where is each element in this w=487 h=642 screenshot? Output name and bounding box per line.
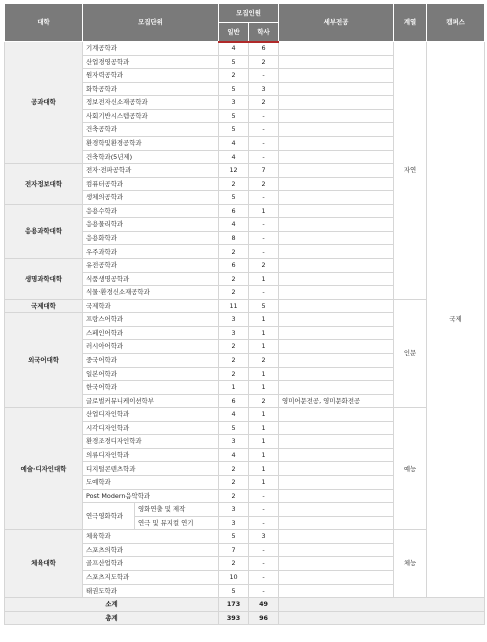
header-bachelor: 학사: [249, 23, 279, 42]
bachelor-quota: 2: [249, 55, 279, 69]
unit-name: 일본어학과: [83, 367, 219, 381]
general-quota: 5: [219, 530, 249, 544]
total-label: 총계: [5, 611, 219, 625]
bachelor-quota: 1: [249, 340, 279, 354]
unit-name: 화학공학과: [83, 82, 219, 96]
college-name: 체육대학: [5, 530, 83, 598]
general-quota: 4: [219, 150, 249, 164]
bachelor-quota: 1: [249, 435, 279, 449]
admission-quota-table: [4, 3, 485, 625]
major-detail: [279, 557, 394, 571]
header-major: 세부전공: [279, 4, 394, 42]
unit-name: 스페인어학과: [83, 326, 219, 340]
general-quota: 5: [219, 109, 249, 123]
major-detail: [279, 435, 394, 449]
general-quota: 3: [219, 313, 249, 327]
general-quota: 2: [219, 462, 249, 476]
bachelor-quota: 1: [249, 326, 279, 340]
major-detail: [279, 421, 394, 435]
unit-name: 건축학과(5년제): [83, 150, 219, 164]
major-detail: [279, 353, 394, 367]
unit-name: 건축공학과: [83, 123, 219, 137]
bachelor-quota: 1: [249, 367, 279, 381]
general-quota: 5: [219, 123, 249, 137]
major-detail: [279, 340, 394, 354]
general-quota: 1: [219, 381, 249, 395]
general-quota: 4: [219, 218, 249, 232]
college-name: 생명과학대학: [5, 259, 83, 300]
header-unit: 모집단위: [83, 4, 219, 42]
bachelor-quota: 5: [249, 299, 279, 313]
unit-name: 중국어학과: [83, 353, 219, 367]
unit-name: 기계공학과: [83, 42, 219, 56]
general-quota: 4: [219, 448, 249, 462]
unit-name: 한국어학과: [83, 381, 219, 395]
general-quota: 5: [219, 191, 249, 205]
sub-unit-name: 영화연출 및 제작: [135, 503, 219, 517]
unit-name: 골프산업학과: [83, 557, 219, 571]
major-detail: [279, 218, 394, 232]
bachelor-quota: 2: [249, 96, 279, 110]
major-detail: [279, 96, 394, 110]
major-detail: [279, 462, 394, 476]
unit-name: Post Modern음악학과: [83, 489, 219, 503]
header-general: 일반: [219, 23, 249, 42]
major-detail: [279, 164, 394, 178]
bachelor-quota: 2: [249, 353, 279, 367]
unit-name: 스포츠지도학과: [83, 570, 219, 584]
general-quota: 2: [219, 286, 249, 300]
unit-name: 산업디자인학과: [83, 408, 219, 422]
unit-name: 도예학과: [83, 476, 219, 490]
general-quota: 3: [219, 96, 249, 110]
unit-name: 전자·전파공학과: [83, 164, 219, 178]
major-detail: [279, 123, 394, 137]
major-detail: [279, 272, 394, 286]
unit-name: 태권도학과: [83, 584, 219, 598]
major-detail: 영미어문전공, 영미문화전공: [279, 394, 394, 408]
major-detail: [279, 313, 394, 327]
college-name: 예술·디자인대학: [5, 408, 83, 530]
general-quota: 4: [219, 42, 249, 56]
general-quota: 5: [219, 55, 249, 69]
unit-name: 컴퓨터공학과: [83, 177, 219, 191]
table-header: [5, 4, 485, 42]
unit-name: 연극영화학과: [83, 503, 135, 530]
general-quota: 3: [219, 516, 249, 530]
bachelor-quota: 1: [249, 448, 279, 462]
college-name: 외국어대학: [5, 313, 83, 408]
total-general: 173: [219, 598, 249, 612]
bachelor-quota: -: [249, 286, 279, 300]
major-detail: [279, 489, 394, 503]
unit-name: 정보전자신소재공학과: [83, 96, 219, 110]
total-row: [5, 598, 485, 612]
general-quota: 2: [219, 353, 249, 367]
total-label: 소계: [5, 598, 219, 612]
general-quota: 11: [219, 299, 249, 313]
general-quota: 5: [219, 82, 249, 96]
unit-name: 디지털콘텐츠학과: [83, 462, 219, 476]
field-category: 체능: [394, 530, 427, 598]
general-quota: 12: [219, 164, 249, 178]
major-detail: [279, 42, 394, 56]
major-detail: [279, 476, 394, 490]
general-quota: 4: [219, 408, 249, 422]
major-detail: [279, 448, 394, 462]
general-quota: 6: [219, 259, 249, 273]
unit-name: 의류디자인학과: [83, 448, 219, 462]
major-detail: [279, 231, 394, 245]
table-row: [5, 299, 485, 313]
major-detail: [279, 136, 394, 150]
total-bachelor: 49: [249, 598, 279, 612]
unit-name: 프랑스어학과: [83, 313, 219, 327]
total-row: [5, 611, 485, 625]
major-detail: [279, 326, 394, 340]
general-quota: 3: [219, 503, 249, 517]
major-detail: [279, 191, 394, 205]
sub-unit-name: 연극 및 뮤지컬 연기: [135, 516, 219, 530]
unit-name: 국제학과: [83, 299, 219, 313]
bachelor-quota: -: [249, 150, 279, 164]
bachelor-quota: -: [249, 191, 279, 205]
bachelor-quota: 7: [249, 164, 279, 178]
general-quota: 7: [219, 543, 249, 557]
unit-name: 유전공학과: [83, 259, 219, 273]
unit-name: 식품생명공학과: [83, 272, 219, 286]
total-general: 393: [219, 611, 249, 625]
bachelor-quota: 1: [249, 272, 279, 286]
unit-name: 체육학과: [83, 530, 219, 544]
total-empty: [279, 611, 485, 625]
header-field: 계열: [394, 4, 427, 42]
total-bachelor: 96: [249, 611, 279, 625]
bachelor-quota: 1: [249, 462, 279, 476]
general-quota: 2: [219, 367, 249, 381]
major-detail: [279, 259, 394, 273]
unit-name: 응용물리학과: [83, 218, 219, 232]
unit-name: 식물·환경신소재공학과: [83, 286, 219, 300]
major-detail: [279, 503, 394, 517]
general-quota: 5: [219, 421, 249, 435]
major-detail: [279, 367, 394, 381]
table-row: [5, 42, 485, 56]
bachelor-quota: -: [249, 489, 279, 503]
bachelor-quota: -: [249, 123, 279, 137]
major-detail: [279, 55, 394, 69]
bachelor-quota: 1: [249, 381, 279, 395]
bachelor-quota: 2: [249, 259, 279, 273]
unit-name: 사회기반시스템공학과: [83, 109, 219, 123]
major-detail: [279, 408, 394, 422]
bachelor-quota: -: [249, 570, 279, 584]
unit-name: 우주과학과: [83, 245, 219, 259]
bachelor-quota: 2: [249, 177, 279, 191]
admission-table-container: [4, 3, 484, 625]
major-detail: [279, 381, 394, 395]
unit-name: 시각디자인학과: [83, 421, 219, 435]
bachelor-quota: -: [249, 557, 279, 571]
general-quota: 2: [219, 557, 249, 571]
general-quota: 3: [219, 435, 249, 449]
major-detail: [279, 570, 394, 584]
general-quota: 10: [219, 570, 249, 584]
bachelor-quota: 6: [249, 42, 279, 56]
bachelor-quota: 3: [249, 82, 279, 96]
bachelor-quota: 1: [249, 313, 279, 327]
bachelor-quota: -: [249, 543, 279, 557]
unit-name: 스포츠의학과: [83, 543, 219, 557]
general-quota: 3: [219, 326, 249, 340]
major-detail: [279, 82, 394, 96]
general-quota: 2: [219, 245, 249, 259]
bachelor-quota: -: [249, 503, 279, 517]
unit-name: 생체의공학과: [83, 191, 219, 205]
general-quota: 8: [219, 231, 249, 245]
bachelor-quota: 1: [249, 476, 279, 490]
major-detail: [279, 245, 394, 259]
major-detail: [279, 109, 394, 123]
general-quota: 2: [219, 476, 249, 490]
general-quota: 6: [219, 394, 249, 408]
header-college: 대학: [5, 4, 83, 42]
field-category: 예능: [394, 408, 427, 530]
bachelor-quota: 1: [249, 408, 279, 422]
table-row: [5, 408, 485, 422]
total-empty: [279, 598, 485, 612]
general-quota: 5: [219, 584, 249, 598]
bachelor-quota: 1: [249, 421, 279, 435]
major-detail: [279, 530, 394, 544]
major-detail: [279, 204, 394, 218]
bachelor-quota: 2: [249, 394, 279, 408]
college-name: 국제대학: [5, 299, 83, 313]
major-detail: [279, 150, 394, 164]
bachelor-quota: -: [249, 69, 279, 83]
unit-name: 원자력공학과: [83, 69, 219, 83]
general-quota: 2: [219, 272, 249, 286]
major-detail: [279, 516, 394, 530]
bachelor-quota: 1: [249, 204, 279, 218]
unit-name: 글로벌커뮤니케이션학부: [83, 394, 219, 408]
general-quota: 2: [219, 69, 249, 83]
unit-name: 환경조경디자인학과: [83, 435, 219, 449]
campus-name: 국제: [427, 42, 485, 598]
major-detail: [279, 69, 394, 83]
major-detail: [279, 299, 394, 313]
bachelor-quota: -: [249, 136, 279, 150]
bachelor-quota: -: [249, 231, 279, 245]
major-detail: [279, 543, 394, 557]
general-quota: 2: [219, 340, 249, 354]
major-detail: [279, 177, 394, 191]
table-row: [5, 530, 485, 544]
unit-name: 산업경영공학과: [83, 55, 219, 69]
table-body: [5, 42, 485, 625]
college-name: 응용과학대학: [5, 204, 83, 258]
unit-name: 응용화학과: [83, 231, 219, 245]
bachelor-quota: -: [249, 516, 279, 530]
header-campus: 캠퍼스: [427, 4, 485, 42]
general-quota: 6: [219, 204, 249, 218]
general-quota: 2: [219, 177, 249, 191]
unit-name: 환경학및환경공학과: [83, 136, 219, 150]
bachelor-quota: -: [249, 245, 279, 259]
bachelor-quota: 3: [249, 530, 279, 544]
college-name: 공과대학: [5, 42, 83, 164]
bachelor-quota: -: [249, 218, 279, 232]
field-category: 인문: [394, 299, 427, 408]
major-detail: [279, 286, 394, 300]
college-name: 전자정보대학: [5, 164, 83, 205]
unit-name: 러시아어학과: [83, 340, 219, 354]
unit-name: 응용수학과: [83, 204, 219, 218]
major-detail: [279, 584, 394, 598]
field-category: 자연: [394, 42, 427, 300]
bachelor-quota: -: [249, 584, 279, 598]
bachelor-quota: -: [249, 109, 279, 123]
general-quota: 4: [219, 136, 249, 150]
general-quota: 2: [219, 489, 249, 503]
header-quota: 모집인원: [219, 4, 279, 23]
